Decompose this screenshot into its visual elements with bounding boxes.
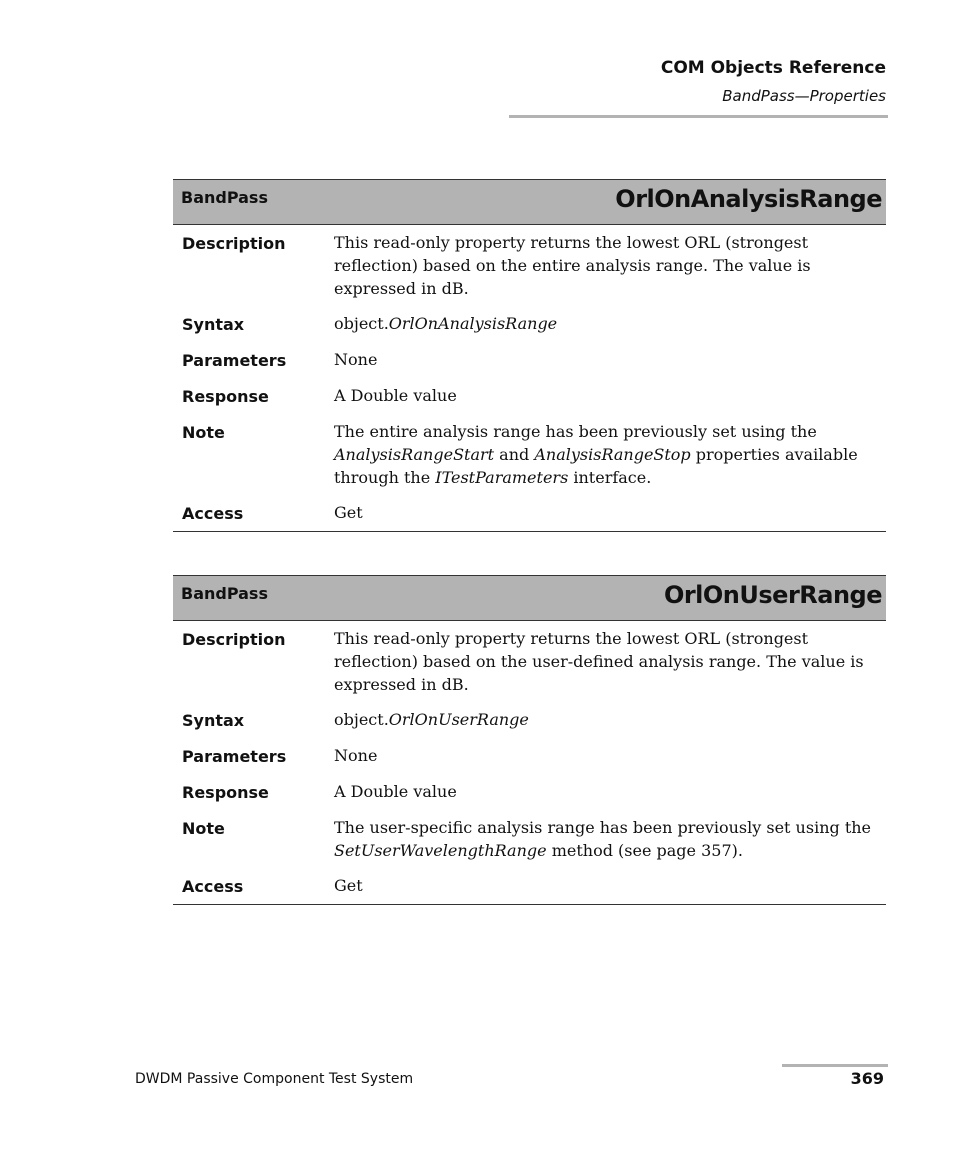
note-text-part: The entire analysis range has been previously set using the	[334, 422, 817, 441]
access-row	[173, 874, 886, 898]
note-text-part: method (see page 357).	[546, 841, 743, 860]
syntax-prefix: object.	[334, 314, 389, 333]
property-block-orl-on-analysis-range	[173, 179, 886, 532]
note-label: Note	[182, 423, 225, 442]
description-label: Description	[182, 234, 286, 253]
property-name: OrlOnAnalysisRange	[615, 185, 882, 213]
response-label: Response	[182, 387, 269, 406]
header-rule	[509, 115, 888, 118]
response-label: Response	[182, 783, 269, 802]
parameters-label: Parameters	[182, 747, 287, 766]
access-label: Access	[182, 877, 244, 896]
note-interface-ref: ITestParameters	[435, 468, 569, 487]
note-text-part: and	[494, 445, 535, 464]
syntax-row	[173, 708, 886, 732]
access-text: Get	[334, 876, 363, 895]
property-block-orl-on-user-range	[173, 575, 886, 905]
access-label: Access	[182, 504, 244, 523]
note-text	[334, 816, 886, 862]
class-name: BandPass	[181, 584, 268, 603]
description-row	[173, 231, 886, 300]
response-text: A Double value	[334, 782, 457, 801]
syntax-label: Syntax	[182, 711, 245, 730]
access-text: Get	[334, 503, 363, 522]
note-property-ref: AnalysisRangeStop	[534, 445, 691, 464]
note-row	[173, 420, 886, 489]
note-text	[334, 420, 886, 489]
note-row	[173, 816, 886, 862]
syntax-name: OrlOnUserRange	[388, 710, 529, 729]
page-number: 369	[850, 1069, 884, 1088]
description-label: Description	[182, 630, 286, 649]
note-text-part: interface.	[568, 468, 652, 487]
access-row	[173, 501, 886, 525]
syntax-name: OrlOnAnalysisRange	[388, 314, 558, 333]
parameters-row	[173, 348, 886, 372]
syntax-label: Syntax	[182, 315, 245, 334]
parameters-label: Parameters	[182, 351, 287, 370]
syntax-text	[334, 312, 886, 336]
response-text: A Double value	[334, 386, 457, 405]
class-name: BandPass	[181, 188, 268, 207]
description-text: This read-only property returns the lowest ORL (strongest reflection) based on the entire analysis range. The value is expressed in dB.	[334, 233, 811, 298]
parameters-text: None	[334, 350, 378, 369]
response-row	[173, 384, 886, 408]
description-row	[173, 627, 886, 696]
header-subtitle: BandPass—Properties	[722, 87, 886, 105]
parameters-row	[173, 744, 886, 768]
syntax-row	[173, 312, 886, 336]
property-details	[173, 621, 886, 905]
property-name: OrlOnUserRange	[663, 581, 882, 609]
note-method-ref: SetUserWavelengthRange	[334, 841, 547, 860]
property-block-header	[173, 575, 886, 621]
parameters-text: None	[334, 746, 378, 765]
header-title: COM Objects Reference	[660, 58, 886, 78]
note-text-part: properties available through the	[334, 445, 858, 487]
footer-document-title: DWDM Passive Component Test System	[135, 1071, 414, 1087]
note-property-ref: AnalysisRangeStart	[334, 445, 495, 464]
note-label: Note	[182, 819, 225, 838]
property-block-header	[173, 179, 886, 225]
syntax-text	[334, 708, 886, 732]
syntax-prefix: object.	[334, 710, 389, 729]
property-details	[173, 225, 886, 532]
response-row	[173, 780, 886, 804]
description-text: This read-only property returns the lowest ORL (strongest reflection) based on the user-defined analysis range. The value is expressed in dB.	[334, 629, 864, 694]
note-text-part: The user-specific analysis range has been previously set using the	[334, 818, 872, 837]
footer-rule	[782, 1064, 888, 1067]
